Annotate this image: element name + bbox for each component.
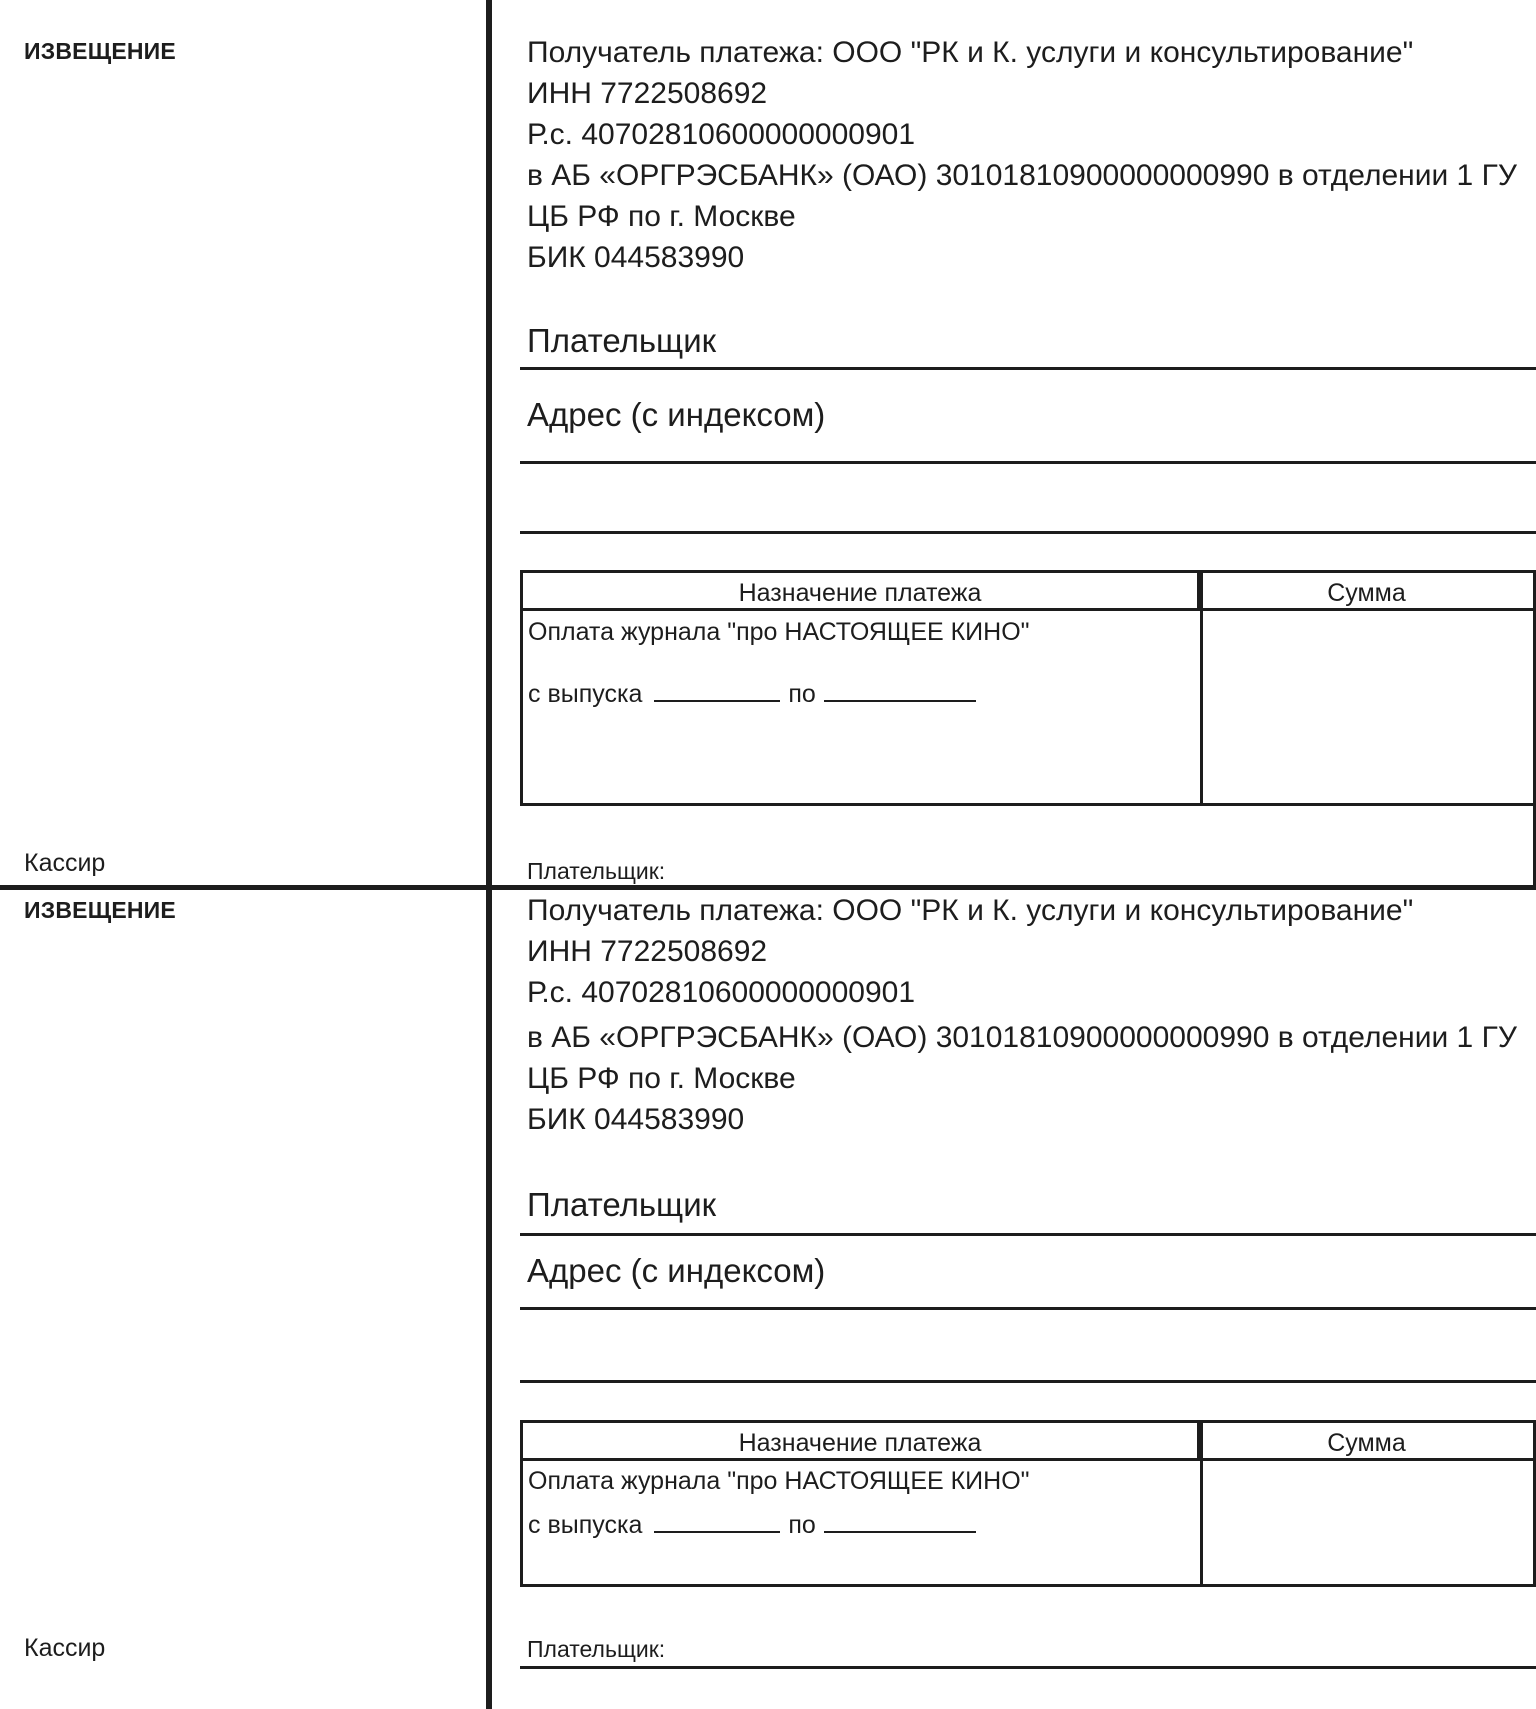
payer-name-line[interactable] [520,367,1536,370]
payment-table [520,570,1536,806]
payer-label: Плательщик [527,322,717,359]
recipient-details [527,32,1517,278]
vertical-divider [486,0,492,1709]
payer-label: Плательщик [527,1186,717,1223]
payer-signature-line[interactable] [520,1666,1536,1669]
purpose-text: Оплата журнала "про НАСТОЯЩЕЕ КИНО" [528,1467,1030,1495]
bik-line: БИК 044583990 [527,1103,745,1136]
payer-signature-label: Плательщик: [527,858,666,884]
bank-line-2: ЦБ РФ по г. Москве [527,1062,796,1095]
purpose-header: Назначение платежа [523,573,1200,611]
bank-line: в АБ «ОРГРЭСБАНК» (ОАО) 30101810900000000990 в отделении 1 ГУ [527,1021,1517,1054]
cashier-label: Кассир [24,849,106,877]
purpose-header: Назначение платежа [523,1423,1200,1461]
from-issue-field[interactable] [654,1509,780,1533]
account-line: Р.с. 40702810600000000901 [527,976,916,1009]
to-issue-field[interactable] [824,678,976,702]
from-issue-label: с выпуска [528,1511,643,1539]
sum-field[interactable] [1203,611,1533,803]
address-label: Адрес (с индексом) [527,1252,826,1289]
issue-period [528,1509,976,1540]
recipient-line: Получатель платежа: ООО "РК и К. услуги и консультирование" [527,894,1414,927]
from-issue-field[interactable] [654,678,780,702]
sum-field[interactable] [1203,1461,1533,1584]
recipient-line: Получатель платежа: ООО "РК и К. услуги и консультирование" [527,36,1414,69]
address-line-2[interactable] [520,531,1536,534]
recipient-details [527,890,1517,1140]
sum-header: Сумма [1200,1423,1533,1461]
payer-name-line[interactable] [520,1233,1536,1236]
notice-title: ИЗВЕЩЕНИЕ [24,897,176,923]
address-line-1[interactable] [520,461,1536,464]
bik-line: БИК 044583990 [527,241,745,274]
cashier-label: Кассир [24,1634,106,1662]
issue-period [528,678,976,709]
account-line: Р.с. 40702810600000000901 [527,118,916,151]
address-line-1[interactable] [520,1307,1536,1310]
notice-title: ИЗВЕЩЕНИЕ [24,38,176,64]
from-issue-label: с выпуска [528,680,643,708]
address-line-2[interactable] [520,1380,1536,1383]
payment-table [520,1420,1536,1587]
sum-header: Сумма [1200,573,1533,611]
inn-line: ИНН 7722508692 [527,935,768,968]
inn-line: ИНН 7722508692 [527,77,768,110]
address-label: Адрес (с индексом) [527,396,826,433]
to-issue-label: по [788,1511,816,1539]
to-issue-field[interactable] [824,1509,976,1533]
bank-line: в АБ «ОРГРЭСБАНК» (ОАО) 30101810900000000990 в отделении 1 ГУ [527,159,1517,192]
payer-signature-label: Плательщик: [527,1636,666,1662]
bank-line-2: ЦБ РФ по г. Москве [527,200,796,233]
purpose-text: Оплата журнала "про НАСТОЯЩЕЕ КИНО" [528,618,1030,646]
to-issue-label: по [788,680,816,708]
